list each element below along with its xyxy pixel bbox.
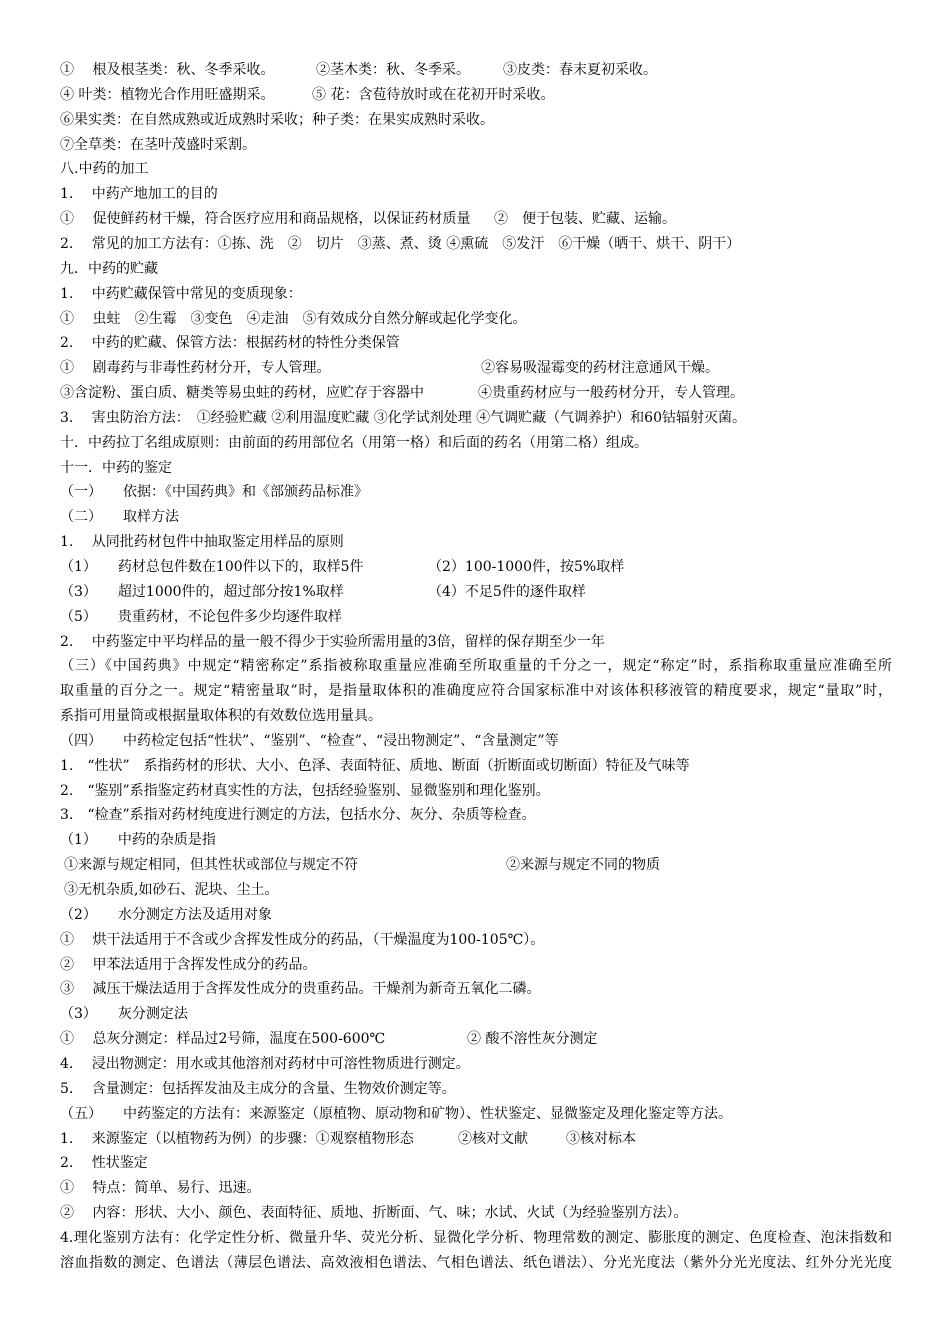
impurity-2: ②来源与规定不同的物质 [506, 857, 660, 873]
sampling-rule-4: （4）不足5件的逐件取样 [428, 584, 586, 600]
character-2: ② 内容：形状、大小、颜色、表面特征、质地、折断面、气、味；水试、火试（为经验鉴别方法）。 [60, 1205, 688, 1221]
harvest-leaves: ④ 叶类：植物光合作用旺盛期采。 [60, 87, 275, 103]
sampling-principle-title: 1. 从同批药材包件中抽取鉴定用样品的原则 [60, 534, 344, 550]
inspection-title: （四） 中药检定包括“性状”、“鉴别”、“检查”、“浸出物测定”、“含量测定”等 [60, 733, 559, 749]
storage-pest-control: 3. 害虫防治方法： ①经验贮藏 ②利用温度贮藏 ③化学试剂处理 ④气调贮藏（气调养护）和60钴辐射灭菌。 [60, 410, 746, 426]
weighing-paragraph-line-3: 系指可用量筒或根据量取体积的有效数位选用量具。 [60, 708, 382, 724]
section-latin-name: 十．中药拉丁名组成原则：由前面的药用部位名（用第一格）和后面的药名（用第二格）组成。 [60, 435, 648, 451]
character-title: 2. 性状鉴定 [60, 1155, 148, 1171]
storage-method-3: ③含淀粉、蛋白质、糖类等易虫蛀的药材，应贮存于容器中 [60, 385, 424, 401]
origin-step-1: 1. 来源鉴定（以植物药为例）的步骤：①观察植物形态 [60, 1131, 414, 1147]
section-heading-storage: 九．中药的贮藏 [60, 261, 158, 277]
processing-purpose-title: 1. 中药产地加工的目的 [60, 186, 218, 202]
character-1: ① 特点：简单、易行、迅速。 [60, 1180, 261, 1196]
storage-deterioration-items: ① 虫蛀 ②生霉 ③变色 ④走油 ⑤有效成分自然分解或起化学变化。 [60, 311, 527, 327]
origin-step-2: ②核对文献 [458, 1131, 528, 1147]
inspection-extract: 4. 浸出物测定：用水或其他溶剂对药材中可溶性物质进行测定。 [60, 1056, 470, 1072]
inspection-examination: 3. “检查”系指对药材纯度进行测定的方法，包括水分、灰分、杂质等检查。 [60, 807, 536, 823]
storage-method-1: ① 剧毒药与非毒性药材分开，专人管理。 [60, 360, 331, 376]
harvest-roots: ① 根及根茎类：秋、冬季采收。 [60, 62, 275, 78]
moisture-3: ③ 减压干燥法适用于含挥发性成分的贵重药品。干燥剂为新奇五氧化二磷。 [60, 981, 541, 997]
sampling-rule-1: （1） 药材总包件数在100件以下的，取样5件 [60, 559, 364, 575]
sampling-title: （二） 取样方法 [60, 509, 179, 525]
sampling-average-sample: 2. 中药鉴定中平均样品的量一般不得少于实验所需用量的3倍，留样的保存期至少一年 [60, 634, 605, 650]
impurity-1: ①来源与规定相同，但其性状或部位与规定不符 [64, 857, 358, 873]
section-heading-processing: 八.中药的加工 [60, 161, 149, 177]
harvest-whole-herb: ⑦全草类：在茎叶茂盛时采割。 [60, 137, 256, 153]
harvest-bark: ③皮类：春末夏初采收。 [503, 62, 657, 78]
sampling-rule-3: （3） 超过1000件的，超过部分按1%取样 [60, 584, 344, 600]
ash-title: （3） 灰分测定法 [60, 1006, 188, 1022]
processing-purpose-1: ① 促使鲜药材干燥，符合医疗应用和商品规格，以保证药材质量 [60, 211, 471, 227]
storage-methods-title: 2. 中药的贮藏、保管方法：根据药材的特性分类保管 [60, 335, 400, 351]
ash-1: ① 总灰分测定：样品过2号筛，温度在500-600℃ [60, 1031, 386, 1047]
origin-step-3: ③核对标本 [566, 1131, 636, 1147]
section-heading-identification: 十一．中药的鉴定 [60, 460, 172, 476]
sampling-rule-5: （5） 贵重药材，不论包件多少均逐件取样 [60, 609, 342, 625]
harvest-fruits-seeds: ⑥果实类：在自然成熟或近成熟时采收；种子类：在果实成熟时采收。 [60, 112, 494, 128]
physchem-line-1: 4.理化鉴别方法有：化学定性分析、微量升华、荧光分析、显微化学分析、物理常数的测定、膨胀度的测定、色度检查、泡沫指数和 [60, 1230, 892, 1246]
moisture-title: （2） 水分测定方法及适用对象 [60, 907, 272, 923]
processing-purpose-2: ② 便于包装、贮藏、运输。 [494, 211, 676, 227]
harvest-flowers: ⑤ 花：含苞待放时或在花初开时采收。 [312, 87, 555, 103]
harvest-stems: ②茎木类：秋、冬季采。 [316, 62, 470, 78]
processing-methods: 2. 常见的加工方法有：①拣、洗 ② 切片 ③蒸、煮、烫 ④熏硫 ⑤发汗 ⑥干燥（晒干、烘干、阴干） [60, 236, 741, 252]
physchem-line-2: 溶血指数的测定、色谱法（薄层色谱法、高效液相色谱法、气相色谱法、纸色谱法）、分光光度法（紫外分光光度法、红外分光光度 [60, 1255, 892, 1271]
impurity-title: （1） 中药的杂质是指 [60, 832, 216, 848]
storage-deterioration-title: 1. 中药贮藏保管中常见的变质现象： [60, 286, 302, 302]
inspection-assay: 5. 含量测定：包括挥发油及主成分的含量、生物效价测定等。 [60, 1081, 456, 1097]
impurity-3: ③无机杂质,如砂石、泥块、尘土。 [64, 882, 279, 898]
moisture-2: ② 甲苯法适用于含挥发性成分的药品。 [60, 957, 317, 973]
inspection-identification: 2. “鉴别”系指鉴定药材真实性的方法，包括经验鉴别、显微鉴别和理化鉴别。 [60, 783, 550, 799]
ash-2: ② 酸不溶性灰分测定 [467, 1031, 598, 1047]
methods-title: （五） 中药鉴定的方法有：来源鉴定（原植物、原动物和矿物）、性状鉴定、显微鉴定及理化鉴定等方法。 [60, 1106, 732, 1122]
identification-basis: （一） 依据：《中国药典》和《部颁药品标准》 [60, 484, 368, 500]
weighing-paragraph-line-1: （三）《中国药典》中规定“精密称定”系指被称取重量应准确至所取重量的千分之一，规定“称定”时，系指称取重量应准确至所 [60, 658, 892, 674]
storage-method-2: ②容易吸湿霉变的药材注意通风干燥。 [481, 360, 719, 376]
moisture-1: ① 烘干法适用于不含或少含挥发性成分的药品，（干燥温度为100-105℃）。 [60, 932, 545, 948]
sampling-rule-2: （2）100-1000件，按5%取样 [428, 559, 625, 575]
weighing-paragraph-line-2: 取重量的百分之一。规定“精密量取”时，是指量取体积的准确度应符合国家标准中对该体积移液管的精度要求，规定“量取”时， [60, 683, 892, 699]
storage-method-4: ④贵重药材应与一般药材分开，专人管理。 [478, 385, 744, 401]
inspection-character: 1. “性状” 系指药材的形状、大小、色泽、表面特征、质地、断面（折断面或切断面）特征及气味等 [60, 758, 690, 774]
